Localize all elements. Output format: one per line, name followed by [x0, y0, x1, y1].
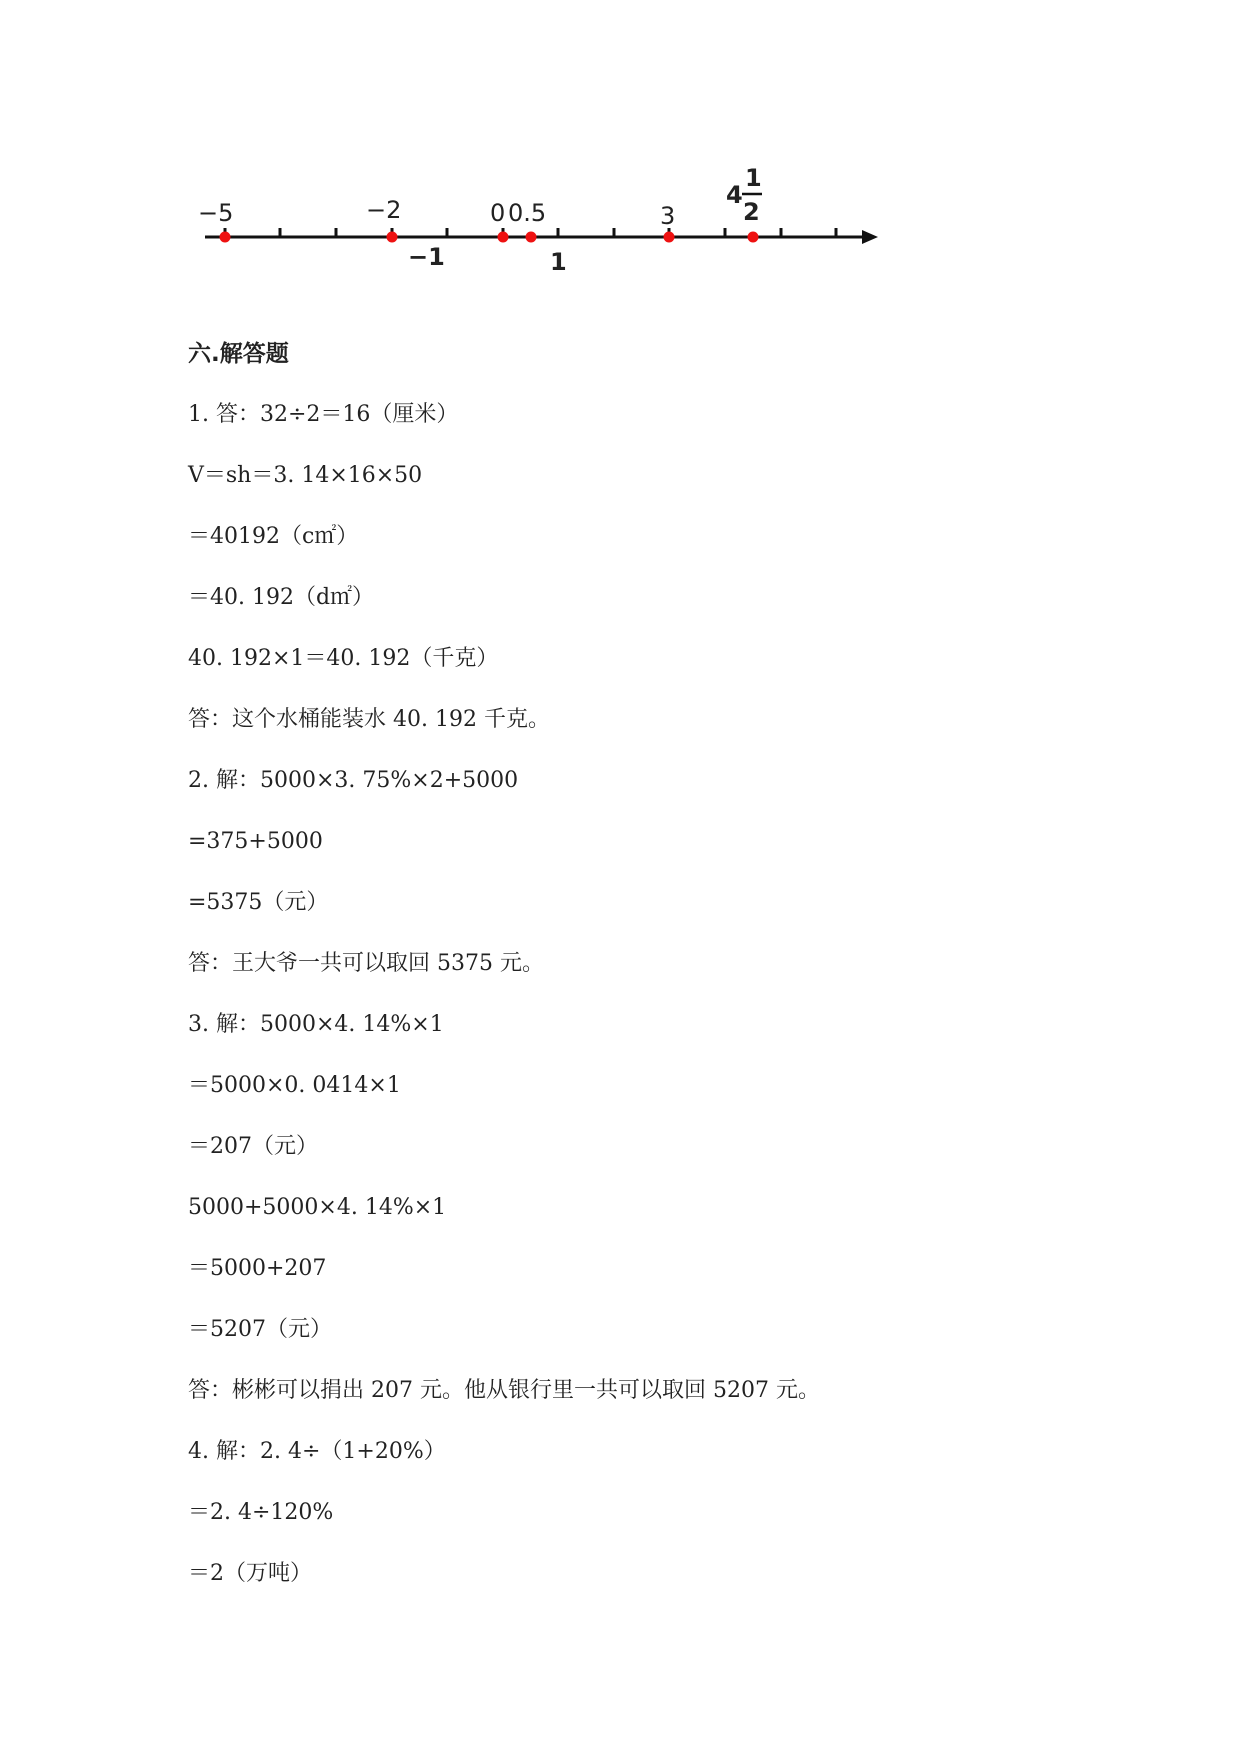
point-0-5 — [526, 232, 537, 243]
label-0: 0 — [490, 199, 506, 227]
number-line-figure — [190, 150, 890, 280]
label-minus-5: −5 — [198, 199, 234, 227]
answer-line: 答：这个水桶能装水 40. 192 千克。 — [188, 707, 550, 732]
solution-line: 40. 192×1＝40. 192（千克） — [188, 646, 499, 671]
solution-line: ＝207（元） — [188, 1134, 318, 1159]
mixed-number-numerator: 1 — [745, 164, 762, 192]
solution-line: 1. 答：32÷2＝16（厘米） — [188, 402, 459, 427]
solution-line: ＝2（万吨） — [188, 1561, 312, 1586]
answer-line: 答：王大爷一共可以取回 5375 元。 — [188, 951, 544, 976]
point-minus-5 — [220, 232, 231, 243]
solution-line: ＝5000×0. 0414×1 — [188, 1073, 401, 1098]
mixed-number-whole: 4 — [726, 181, 743, 209]
solution-line: ＝2. 4÷120% — [188, 1500, 334, 1525]
solution-line: ＝40192（c㎡） — [188, 524, 359, 549]
solution-line: =5375（元） — [188, 890, 329, 915]
point-0 — [498, 232, 509, 243]
point-3 — [664, 232, 675, 243]
label-minus-2: −2 — [366, 196, 402, 224]
section-title: 六.解答题 — [188, 341, 289, 367]
arrow-right-icon — [862, 230, 878, 244]
label-minus-1: −1 — [408, 243, 445, 271]
solution-line: 3. 解：5000×4. 14%×1 — [188, 1012, 444, 1037]
point-4-and-half — [748, 232, 759, 243]
label-1: 1 — [550, 248, 567, 276]
label-3: 3 — [660, 202, 676, 230]
label-0-5: 0.5 — [508, 199, 547, 227]
solution-line: =375+5000 — [188, 829, 323, 854]
solution-line: ＝40. 192（d㎡） — [188, 585, 375, 610]
solution-line: 2. 解：5000×3. 75%×2+5000 — [188, 768, 519, 793]
mixed-number-denominator: 2 — [743, 198, 760, 226]
solution-line: 4. 解：2. 4÷（1+20%） — [188, 1439, 446, 1464]
point-minus-2 — [387, 232, 398, 243]
answer-line: 答：彬彬可以捐出 207 元。他从银行里一共可以取回 5207 元。 — [188, 1378, 820, 1403]
solution-line: 5000+5000×4. 14%×1 — [188, 1195, 447, 1220]
solution-line: V＝sh＝3. 14×16×50 — [188, 463, 423, 488]
solution-line: ＝5207（元） — [188, 1317, 332, 1342]
mixed-number-label — [726, 164, 762, 226]
solution-line: ＝5000+207 — [188, 1256, 327, 1281]
